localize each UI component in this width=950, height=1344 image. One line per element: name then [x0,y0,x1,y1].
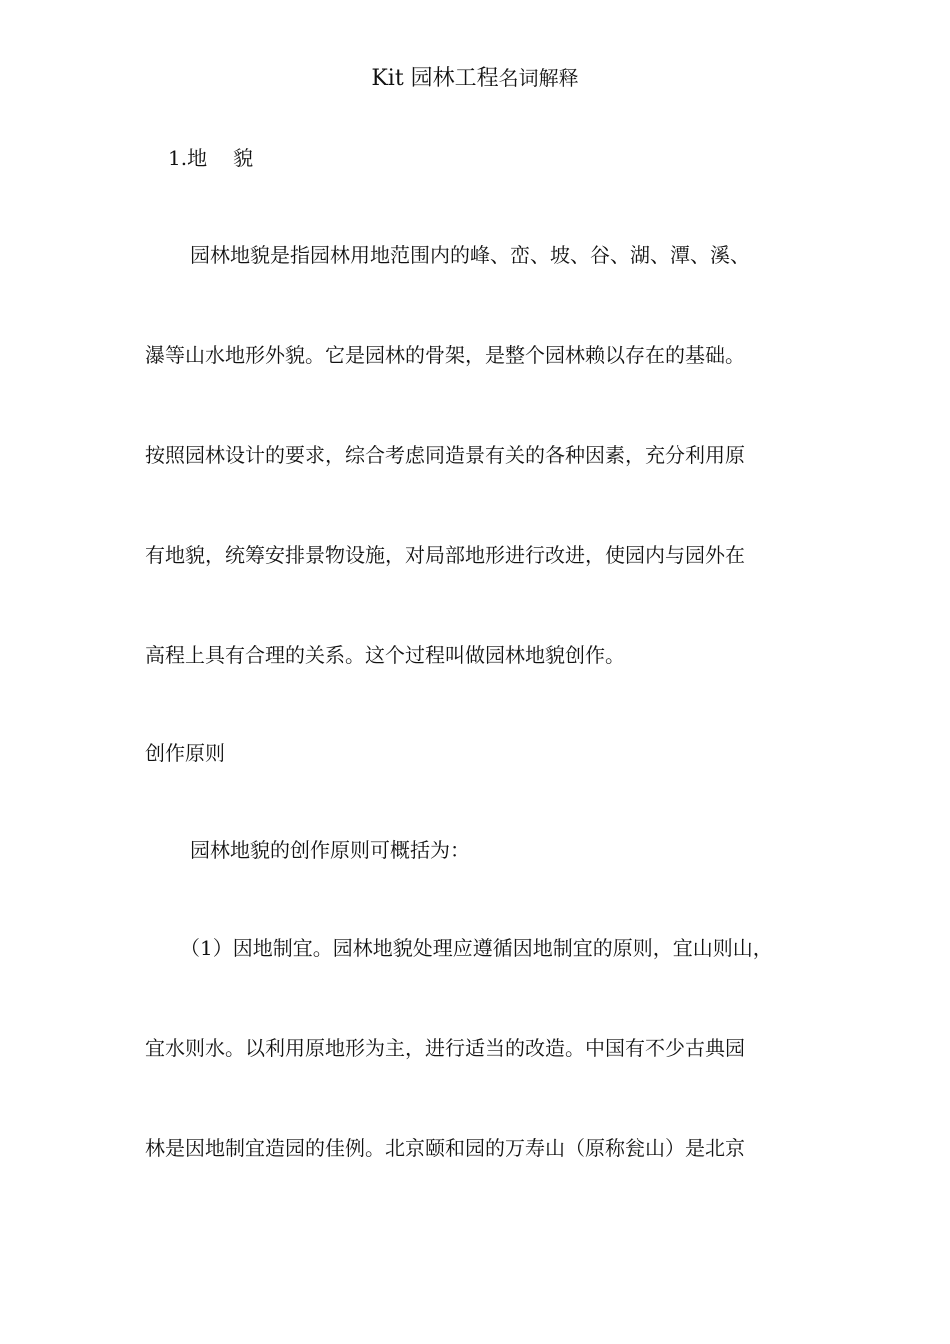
paragraph-line-8: 宜水则水。以利用原地形为主，进行适当的改造。中国有不少古典园 [145,1036,745,1060]
paragraph-line-2: 瀑等山水地形外貌。它是园林的骨架，是整个园林赖以存在的基础。 [145,343,745,367]
paragraph-line-3: 按照园林设计的要求，综合考虑同造景有关的各种因素，充分利用原 [145,443,745,467]
paragraph-line-5: 高程上具有合理的关系。这个过程叫做园林地貌创作。 [145,643,625,667]
paragraph-line-4: 有地貌，统筹安排景物设施，对局部地形进行改进，使园内与园外在 [145,543,745,567]
section-number: 1. [168,146,188,170]
section-heading [168,143,253,173]
section-char-1: 地 [187,146,208,170]
paragraph-line-6: 园林地貌的创作原则可概括为： [190,838,470,862]
paragraph-line-1: 园林地貌是指园林用地范围内的峰、峦、坡、谷、湖、潭、溪、 [190,243,750,267]
paragraph-line-7: （1）因地制宜。园林地貌处理应遵循因地制宜的原则，宜山则山， [180,936,773,960]
title-main: Kit 园林工程 [371,66,499,91]
subheading-principles: 创作原则 [145,741,225,765]
title-rest: 名词解释 [498,66,579,90]
paragraph-line-9: 林是因地制宜造园的佳例。北京颐和园的万寿山（原称瓮山）是北京 [145,1136,745,1160]
section-char-2: 貌 [233,146,254,170]
document-title [0,62,950,95]
